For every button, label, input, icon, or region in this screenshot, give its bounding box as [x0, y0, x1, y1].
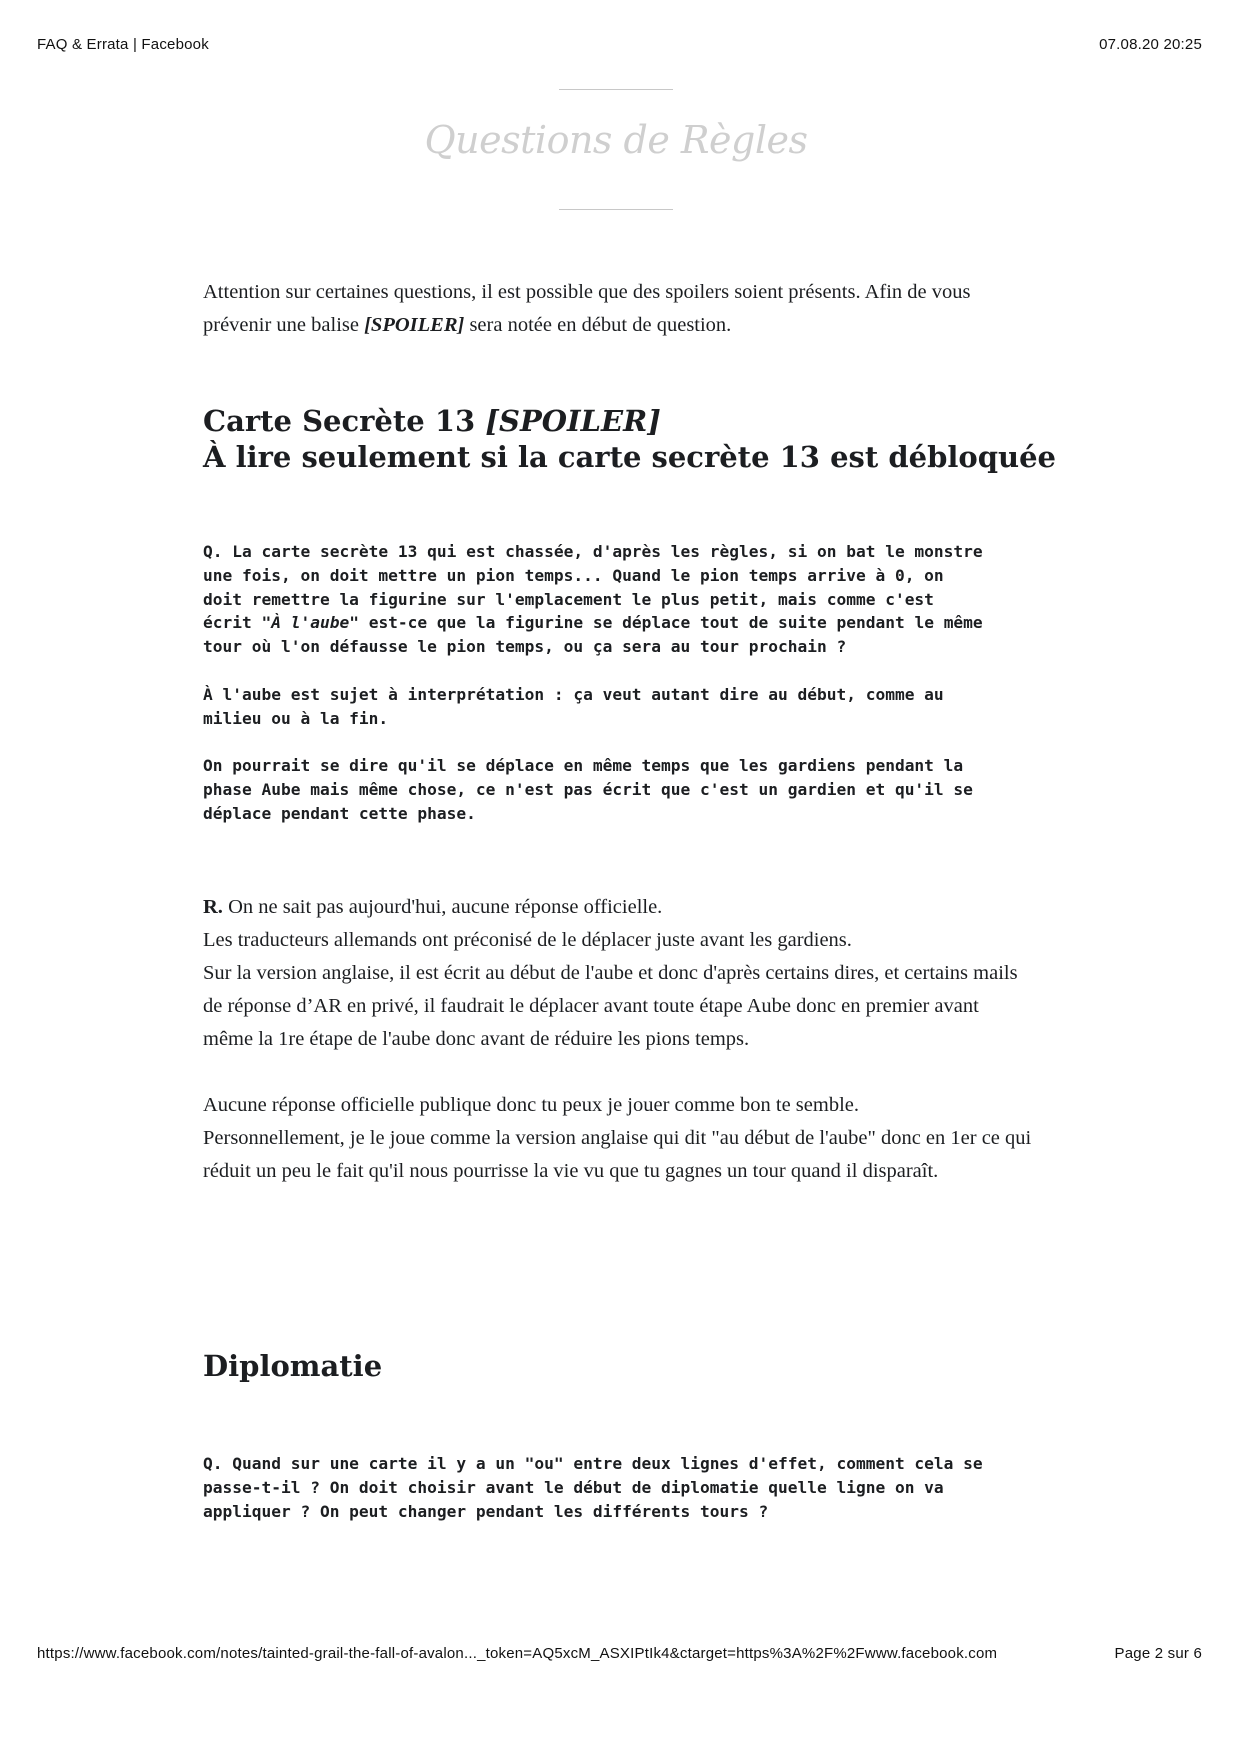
answer-line: Les traducteurs allemands ont préconisé de le déplacer juste avant les gardiens.	[203, 929, 852, 951]
question-line: " est-ce que la figurine se déplace tout de suite pendant le même	[349, 613, 983, 633]
question-line: Q. La carte secrète 13 qui est chassée, d'après les règles, si on bat le monstre	[203, 542, 983, 561]
answer-paragraph	[203, 1089, 1033, 1188]
intro-text-before: Attention sur certaines questions, il est possible que des spoilers soient présents. Afin de vous prévenir une balise	[203, 281, 971, 336]
intro-paragraph	[203, 276, 1033, 342]
title-divider-top	[559, 89, 673, 90]
card13-question	[203, 540, 1033, 826]
spoiler-tag: [SPOILER]	[364, 314, 465, 336]
answer-line: Personnellement, je le joue comme la version anglaise qui dit "au début de l'aube" donc en 1er ce qui réduit un peu le fait qu'il nous pourrisse la vie vu que tu gagnes un tour quand il disparaît.	[203, 1127, 1032, 1182]
question-line: phase Aube mais même chose, ce n'est pas écrit que c'est un gardien et qu'il se	[203, 779, 973, 799]
page-footer-url: https://www.facebook.com/notes/tainted-grail-the-fall-of-avalon..._token=AQ5xcM_ASXIPtIk4&ctarget=https%3A%2F%2Fwww.facebook.com	[37, 1645, 998, 1662]
answer-line: On ne sait pas aujourd'hui, aucune réponse officielle.	[222, 896, 663, 918]
card13-heading-text: Carte Secrète 13	[203, 404, 486, 438]
question-line: une fois, on doit mettre un pion temps... Quand le pion temps arrive à 0, on	[203, 565, 944, 585]
diplomatie-heading: Diplomatie	[203, 1349, 383, 1383]
question-line: Q. Quand sur une carte il y a un "ou" entre deux lignes d'effet, comment cela se	[203, 1454, 983, 1473]
question-line: On pourrait se dire qu'il se déplace en même temps que les gardiens pendant la	[203, 756, 964, 776]
question-line: passe-t-il ? On doit choisir avant le début de diplomatie quelle ligne on va	[203, 1477, 944, 1497]
intro-text-after: sera notée en début de question.	[464, 314, 732, 336]
card13-subheading: À lire seulement si la carte secrète 13 est débloquée	[203, 440, 1056, 474]
section-title: Questions de Règles	[424, 118, 808, 162]
card13-heading	[203, 403, 1063, 475]
question-line: écrit "	[203, 613, 272, 633]
page-header-title: FAQ & Errata | Facebook	[37, 36, 209, 53]
page-header-datetime: 07.08.20 20:25	[1099, 36, 1202, 53]
question-italic: À l'aube	[271, 613, 350, 633]
title-divider-bottom	[559, 209, 673, 210]
question-line: doit remettre la figurine sur l'emplacement le plus petit, mais comme c'est	[203, 589, 934, 609]
question-line: appliquer ? On peut changer pendant les différents tours ?	[203, 1501, 769, 1521]
card13-answer	[203, 891, 1033, 1188]
card13-spoiler-tag: [SPOILER]	[485, 404, 661, 438]
question-line: À l'aube est sujet à interprétation : ça veut autant dire au début, comme au	[203, 684, 944, 704]
answer-line: Sur la version anglaise, il est écrit au début de l'aube et donc d'après certains dires, et certains mails de réponse d’AR en privé, il faudrait le déplacer avant toute étape Aube donc en premier avant même la 1re étape de l'aube donc avant de réduire les pions temps.	[203, 962, 1018, 1050]
answer-label: R.	[203, 896, 223, 918]
page-footer-page-number: Page 2 sur 6	[1114, 1645, 1202, 1662]
answer-line: Aucune réponse officielle publique donc tu peux je jouer comme bon te semble.	[203, 1094, 859, 1116]
question-line: milieu ou à la fin.	[203, 708, 389, 728]
question-line: tour où l'on défausse le pion temps, ou ça sera au tour prochain ?	[203, 637, 847, 657]
diplomatie-question	[203, 1452, 1033, 1523]
answer-paragraph	[203, 891, 1033, 1056]
question-line: déplace pendant cette phase.	[203, 803, 476, 823]
